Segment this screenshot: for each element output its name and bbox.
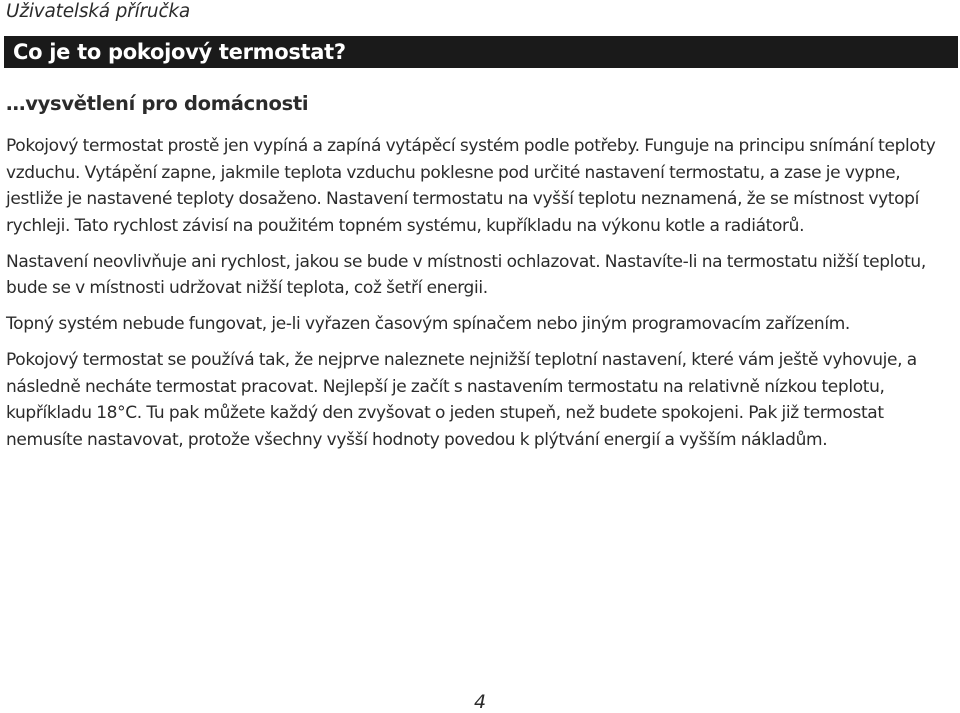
- paragraph: Nastavení neovlivňuje ani rychlost, jakou se bude v místnosti ochlazovat. Nastavíte-li na termostatu nižší teplotu, bude se v místnosti udržovat nižší teplota, což šetří energii.: [6, 251, 926, 298]
- paragraph: Topný systém nebude fungovat, je-li vyřazen časovým spínačem nebo jiným programovacím zařízením.: [6, 314, 850, 334]
- paragraph: Pokojový termostat prostě jen vypíná a zapíná vytápěcí systém podle potřeby. Funguje na principu snímání teploty vzduchu. Vytápění zapne, jakmile teplota vzduchu poklesne pod určité nastavení termostatu, a zase je vypne, jestliže je nastavené teploty dosaženo. Nastavení termostatu na vyšší teplotu neznamená, že se místnost vytopí rychleji. Tato rychlost závisí na použitém topném systému, kupříkladu na výkonu kotle a radiátorů.: [6, 136, 936, 236]
- page-number: 4: [473, 691, 487, 713]
- body-text: [6, 133, 956, 463]
- running-header: Uživatelská příručka: [6, 1, 191, 22]
- paragraph: Pokojový termostat se používá tak, že nejprve naleznete nejnižší teplotní nastavení, které vám ještě vyhovuje, a následně necháte termostat pracovat. Nejlepší je začít s nastavením termostatu na relativně nízkou teplotu, kupříkladu 18°C. Tu pak můžete každý den zvyšovat o jeden stupeň, než budete spokojeni. Pak již termostat nemusíte nastavovat, protože všechny vyšší hodnoty povedou k plýtvání energií a vyšším nákladům.: [6, 350, 917, 450]
- title-bar: [4, 36, 958, 68]
- subheading: …vysvětlení pro domácnosti: [6, 92, 309, 115]
- page-title: Co je to pokojový termostat?: [13, 40, 346, 64]
